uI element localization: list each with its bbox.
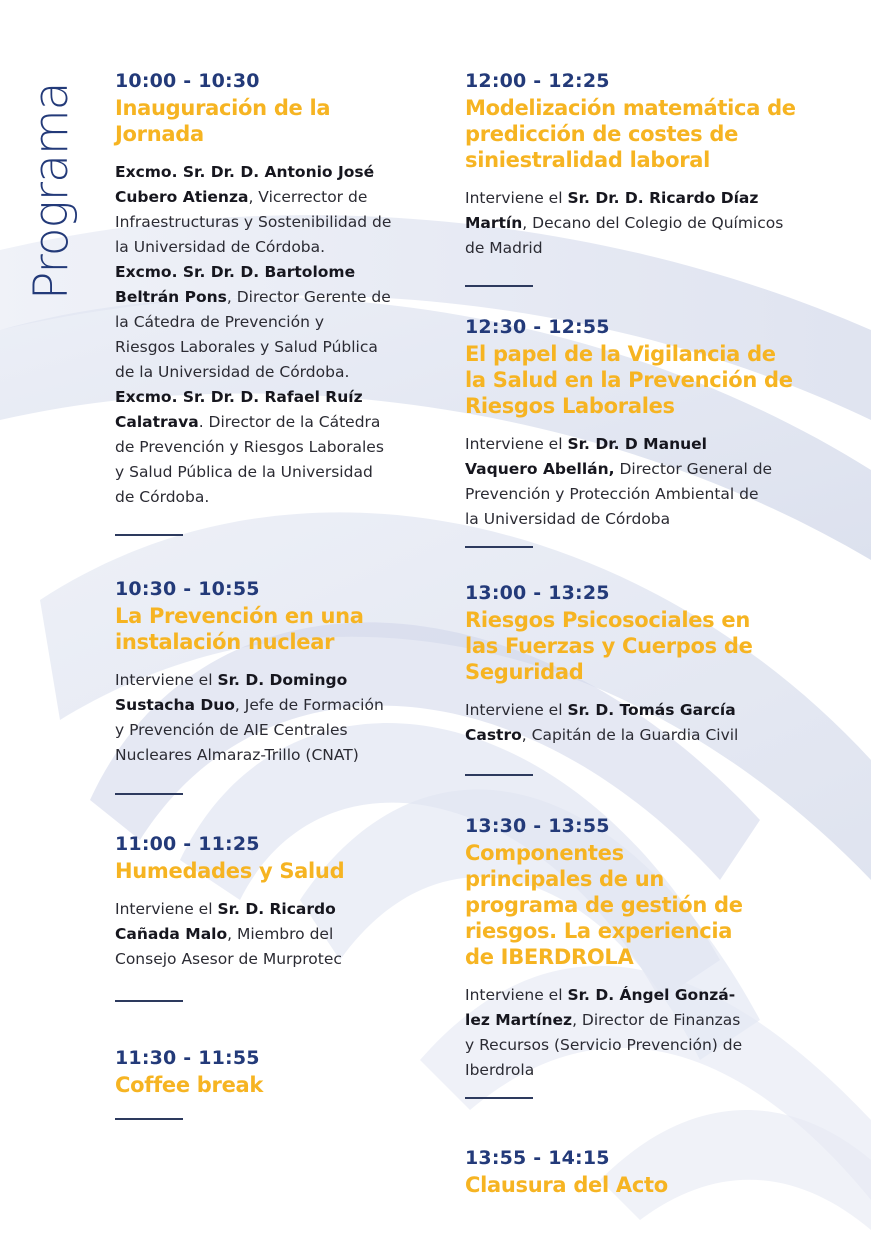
session-title: Clausura del Acto (465, 1173, 668, 1197)
schedule-item-2 (115, 576, 384, 795)
session-title: El papel de la Vigilancia de la Salud en la Prevención de Riesgos Laborales (465, 342, 793, 418)
schedule-item-7 (465, 580, 753, 776)
schedule-item-5 (465, 68, 796, 287)
speaker-description: Interviene el Sr. D. Ángel Gonzá- lez Martínez, Director de Finanzas y Recursos (Servicio Prevención) de Iberdrola (465, 986, 743, 1079)
speaker-description: Interviene el Sr. Dr. D Manuel Vaquero Abellán, Director General de Prevención y Protección Ambiental de la Universidad de Córdoba (465, 435, 773, 528)
speaker-description: Interviene el Sr. D. Tomás García Castro, Capitán de la Guardia Civil (465, 701, 739, 744)
time-slot: 12:30 - 12:55 (465, 316, 610, 338)
speaker-description: Interviene el Sr. D. Domingo Sustacha Duo, Jefe de Formación y Prevención de AIE Centrales Nucleares Almaraz-Trillo (CNAT) (115, 671, 384, 764)
schedule-item-8 (465, 813, 743, 1099)
schedule-item-3 (115, 831, 344, 1002)
time-slot: 11:00 - 11:25 (115, 833, 260, 855)
separator (465, 1097, 533, 1099)
side-title: Programa (24, 82, 79, 300)
time-slot: 10:00 - 10:30 (115, 70, 260, 92)
time-slot: 11:30 - 11:55 (115, 1047, 260, 1069)
session-title: Modelización matemática de predicción de costes de siniestralidad laboral (465, 96, 796, 172)
time-slot: 12:00 - 12:25 (465, 70, 610, 92)
time-slot: 13:00 - 13:25 (465, 582, 610, 604)
separator (115, 793, 183, 795)
separator (465, 285, 533, 287)
speaker-description: Interviene el Sr. Dr. D. Ricardo Díaz Martín, Decano del Colegio de Químicos de Madrid (465, 189, 784, 257)
separator (115, 1000, 183, 1002)
session-title: La Prevención en una instalación nuclear (115, 604, 364, 654)
time-slot: 10:30 - 10:55 (115, 578, 260, 600)
session-title: Inauguración de la Jornada (115, 96, 331, 146)
schedule-item-4 (115, 1045, 263, 1120)
separator (465, 546, 533, 548)
session-title: Riesgos Psicosociales en las Fuerzas y Cuerpos de Seguridad (465, 608, 753, 684)
session-title: Componentes principales de un programa de gestión de riesgos. La experiencia de IBERDROLA (465, 841, 743, 969)
schedule-item-1 (115, 68, 391, 536)
separator (115, 1118, 183, 1120)
schedule-item-9 (465, 1145, 668, 1198)
time-slot: 13:55 - 14:15 (465, 1147, 610, 1169)
session-title: Coffee break (115, 1073, 264, 1097)
separator (465, 774, 533, 776)
speaker-description: Excmo. Sr. Dr. D. Antonio José Cubero Atienza, Vicerrector de Infraestructuras y Sostenibilidad de la Universidad de Córdoba. Excmo. Sr. Dr. D. Bartolome Beltrán Pons, Director Gerente de la Cátedra de Prevención y Riesgos Laborales y Salud Pública de la Universidad de Córdoba. Excmo. Sr. Dr. D. Rafael Ruíz Calatrava. Director de la Cátedra de Prevención y Riesgos Laborales y Salud Pública de la Universidad de Córdoba. (115, 163, 392, 506)
session-title: Humedades y Salud (115, 859, 345, 883)
speaker-description: Interviene el Sr. D. Ricardo Cañada Malo, Miembro del Consejo Asesor de Murprotec (115, 900, 342, 968)
time-slot: 13:30 - 13:55 (465, 815, 610, 837)
separator (115, 534, 183, 536)
schedule-item-6 (465, 314, 793, 548)
